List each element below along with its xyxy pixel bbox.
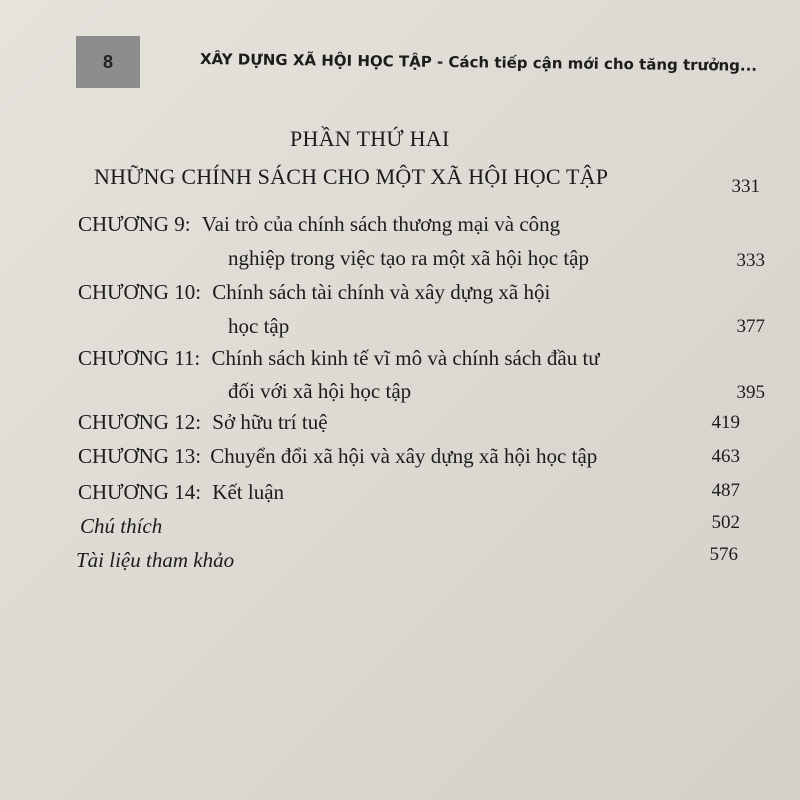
chapter-page-number: 333: [736, 250, 765, 271]
toc-entry-references: Tài liệu tham khảo: [76, 548, 235, 572]
chapter-title-line2: nghiệp trong việc tạo ra một xã hội học tập: [228, 246, 589, 270]
toc-entry-chapter-9: [78, 212, 560, 237]
chapter-title-line2: đối với xã hội học tập: [228, 379, 412, 403]
page-number-box: [76, 36, 140, 88]
chapter-title: Kết luận: [212, 480, 285, 504]
toc-entry-chapter-10: [78, 280, 550, 305]
notes-page-number: 502: [711, 512, 740, 533]
toc-entry-chapter-12: [78, 410, 328, 435]
toc-entry-chapter-13: [78, 444, 597, 469]
chapter-page-number: 487: [711, 480, 740, 501]
chapter-title-line1: Chính sách tài chính và xây dựng xã hội: [212, 280, 551, 304]
part-page-number: 331: [731, 176, 760, 197]
page-number: 8: [102, 51, 113, 72]
chapter-title-line1: Vai trò của chính sách thương mại và công: [201, 212, 561, 236]
chapter-label: CHƯƠNG 14:: [78, 480, 202, 504]
toc-entry-chapter-14: [78, 480, 284, 505]
chapter-title-line1: Chính sách kinh tế vĩ mô và chính sách đầu tư: [211, 346, 600, 370]
running-header: XÂY DỰNG XÃ HỘI HỌC TẬP - Cách tiếp cận mới cho tăng trưởng...: [199, 50, 758, 75]
references-page-number: 576: [709, 544, 738, 565]
chapter-label: CHƯƠNG 13:: [78, 444, 202, 468]
chapter-label: CHƯƠNG 9:: [78, 212, 191, 236]
chapter-title-line2: học tập: [228, 314, 290, 338]
toc-entry-notes: Chú thích: [80, 514, 163, 538]
chapter-title: Chuyển đổi xã hội và xây dựng xã hội học tập: [210, 444, 598, 468]
chapter-title: Sở hữu trí tuệ: [212, 410, 328, 434]
part-title: NHỮNG CHÍNH SÁCH CHO MỘT XÃ HỘI HỌC TẬP: [94, 164, 609, 189]
chapter-page-number: 377: [736, 316, 765, 337]
chapter-label: CHƯƠNG 11:: [78, 346, 201, 370]
chapter-page-number: 395: [736, 382, 765, 403]
toc-entry-chapter-11: [78, 346, 600, 371]
chapter-page-number: 419: [711, 412, 740, 433]
chapter-label: CHƯƠNG 10:: [78, 280, 202, 304]
chapter-label: CHƯƠNG 12:: [78, 410, 202, 434]
part-heading: PHẦN THỨ HAI: [290, 126, 450, 151]
chapter-page-number: 463: [711, 446, 740, 467]
